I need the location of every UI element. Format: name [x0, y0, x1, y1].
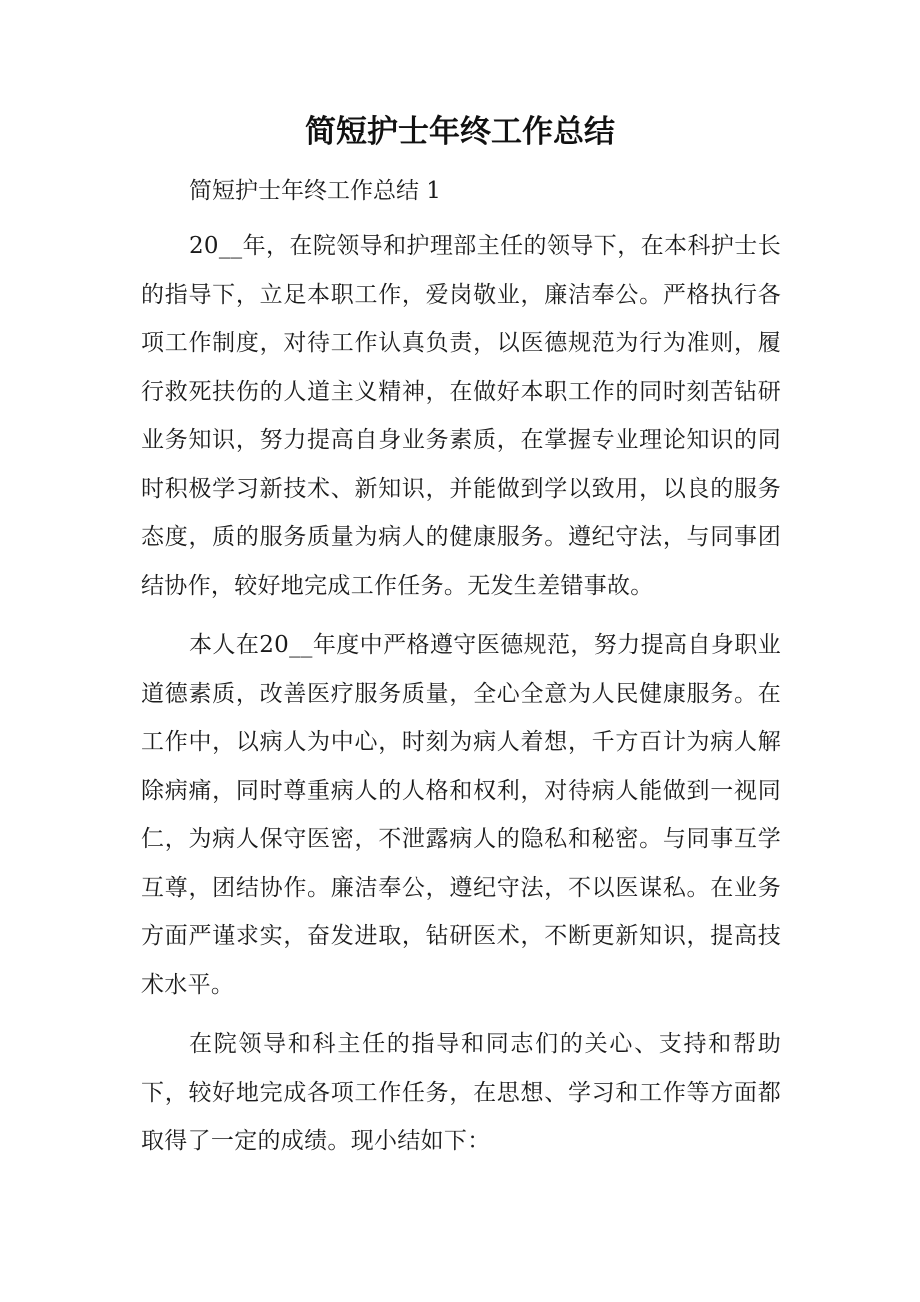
paragraph-2: 本人在20__年度中严格遵守医德规范，努力提高自身职业道德素质，改善医疗服务质量，全心全意为人民健康服务。在工作中，以病人为中心，时刻为病人着想，千方百计为病人解除病痛，同时尊重病人的人格和权利，对待病人能做到一视同仁，为病人保守医密，不泄露病人的隐私和秘密。与同事互学互尊，团结协作。廉洁奉公，遵纪守法，不以医谋私。在业务方面严谨求实，奋发进取，钻研医术，不断更新知识，提高技术水平。 — [141, 632, 781, 998]
paragraph-1: 20__年，在院领导和护理部主任的领导下，在本科护士长的指导下，立足本职工作，爱岗敬业，廉洁奉公。严格执行各项工作制度，对待工作认真负责，以医德规范为行为准则，履行救死扶伤的人道主义精神，在做好本职工作的同时刻苦钻研业务知识，努力提高自身业务素质，在掌握专业理论知识的同时积极学习新技术、新知识，并能做到学以致用，以良的服务态度，质的服务质量为病人的健康服务。遵纪守法，与同事团结协作，较好地完成工作任务。无发生差错事故。 — [141, 233, 781, 599]
paragraph-3: 在院领导和科主任的指导和同志们的关心、支持和帮助下，较好地完成各项工作任务，在思想、学习和工作等方面都取得了一定的成绩。现小结如下： — [141, 1031, 781, 1154]
document-title: 简短护士年终工作总结 — [305, 114, 615, 150]
section-heading: 简短护士年终工作总结 1 — [189, 178, 441, 204]
document-body — [141, 222, 781, 1177]
